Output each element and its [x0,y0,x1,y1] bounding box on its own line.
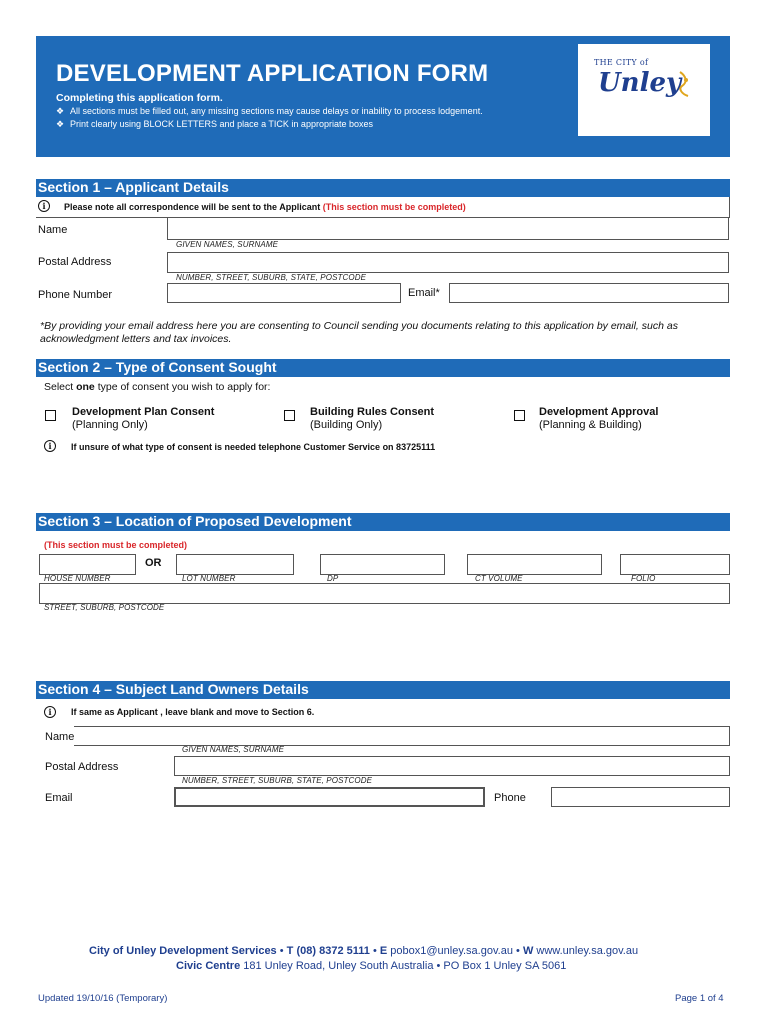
instruction-bullet: ❖ All sections must be filled out, any missing sections may cause delays or inability to process lodgement. [56,106,483,116]
section-2-title: Section 2 – Type of Consent Sought [38,359,277,375]
footer-web-link[interactable]: www.unley.sa.gov.au [536,945,639,957]
postal-address-label: Postal Address [38,256,112,268]
section-1-title: Section 1 – Applicant Details [38,179,229,195]
bullet-icon: ❖ [56,119,65,129]
folio-hint: FOLIO [631,574,656,583]
ct-volume-input[interactable] [467,554,602,575]
info-icon: i [38,200,50,212]
info-icon: i [44,706,56,718]
option-title: Development Plan Consent [72,406,215,418]
section-3-title: Section 3 – Location of Proposed Development [38,513,352,529]
form-title: DEVELOPMENT APPLICATION FORM [56,60,489,87]
footer-email-link[interactable]: pobox1@unley.sa.gov.au [390,945,513,957]
section-1-header [36,179,730,197]
form-subtitle: Completing this application form. [56,92,223,104]
option-subtitle: (Building Only) [310,419,383,431]
owner-name-input[interactable] [74,726,730,746]
house-number-input[interactable] [39,554,136,575]
consent-help-note: If unsure of what type of consent is needed telephone Customer Service on 83725111 [71,442,436,452]
applicant-postal-input[interactable] [167,252,729,273]
dp-input[interactable] [320,554,445,575]
section-2-header [36,359,730,377]
applicant-phone-input[interactable] [167,283,401,303]
section-4-note: If same as Applicant , leave blank and move to Section 6. [71,707,315,717]
owner-postal-input[interactable] [174,756,730,776]
development-plan-consent-checkbox[interactable] [45,410,56,421]
updated-date: Updated 19/10/16 (Temporary) [38,993,168,1004]
name-label: Name [38,224,68,236]
info-icon: i [44,440,56,452]
street-hint: STREET, SUBURB, POSTCODE [44,603,165,612]
email-consent-note: *By providing your email address here you are consenting to Council sending you documents relating to this application by email, such as acknowledgment letters and tax invoices. [40,320,678,345]
applicant-email-input[interactable] [449,283,729,303]
ct-volume-hint: CT VOLUME [475,574,523,583]
select-consent-instruction: Select one type of consent you wish to apply for: [44,381,271,393]
phone-number-label: Phone Number [38,289,112,301]
section-3-header [36,513,730,531]
city-logo [578,44,710,136]
name-hint: GIVEN NAMES, SURNAME [176,240,279,249]
owner-name-label: Name [45,731,75,743]
option-subtitle: (Planning & Building) [539,419,642,431]
street-address-input[interactable] [39,583,730,604]
bullet-icon: ❖ [56,106,65,116]
email-label: Email* [408,287,440,299]
section-1-note: Please note all correspondence will be sent to the Applicant (This section must be completed) [64,202,466,212]
footer-address-line: Civic Centre 181 Unley Road, Unley South Australia • PO Box 1 Unley SA 5061 [176,960,567,972]
option-subtitle: (Planning Only) [72,419,148,431]
building-rules-consent-checkbox[interactable] [284,410,295,421]
applicant-name-input[interactable] [167,218,729,240]
owner-postal-label: Postal Address [45,761,119,773]
owner-email-label: Email [45,792,73,804]
lot-number-input[interactable] [176,554,294,575]
development-approval-checkbox[interactable] [514,410,525,421]
postal-hint: NUMBER, STREET, SUBURB, STATE, POSTCODE [176,273,367,282]
owner-phone-input[interactable] [551,787,730,807]
logo-main-text: Unley [598,68,682,98]
owner-email-input[interactable] [174,787,485,807]
section-4-title: Section 4 – Subject Land Owners Details [38,681,309,697]
owner-phone-label: Phone [494,792,526,804]
footer-contact-line: City of Unley Development Services • T (08) 8372 5111 • E pobox1@unley.sa.gov.au • W www.unley.sa.gov.au [89,945,639,957]
dp-hint: DP [327,574,339,583]
folio-input[interactable] [620,554,730,575]
owner-name-hint: GIVEN NAMES, SURNAME [182,745,285,754]
logo-emblem-icon [676,70,692,98]
lot-number-hint: LOT NUMBER [182,574,236,583]
option-title: Development Approval [539,406,659,418]
or-label: OR [145,557,162,569]
instruction-bullet: ❖ Print clearly using BLOCK LETTERS and place a TICK in appropriate boxes [56,119,373,129]
page-number: Page 1 of 4 [675,993,724,1004]
owner-postal-hint: NUMBER, STREET, SUBURB, STATE, POSTCODE [182,776,373,785]
header-banner [36,36,730,157]
house-number-hint: HOUSE NUMBER [44,574,111,583]
logo-top-text: THE CITY of [594,58,649,67]
section-4-header [36,681,730,699]
section-3-required-note: (This section must be completed) [44,540,188,550]
option-title: Building Rules Consent [310,406,435,418]
